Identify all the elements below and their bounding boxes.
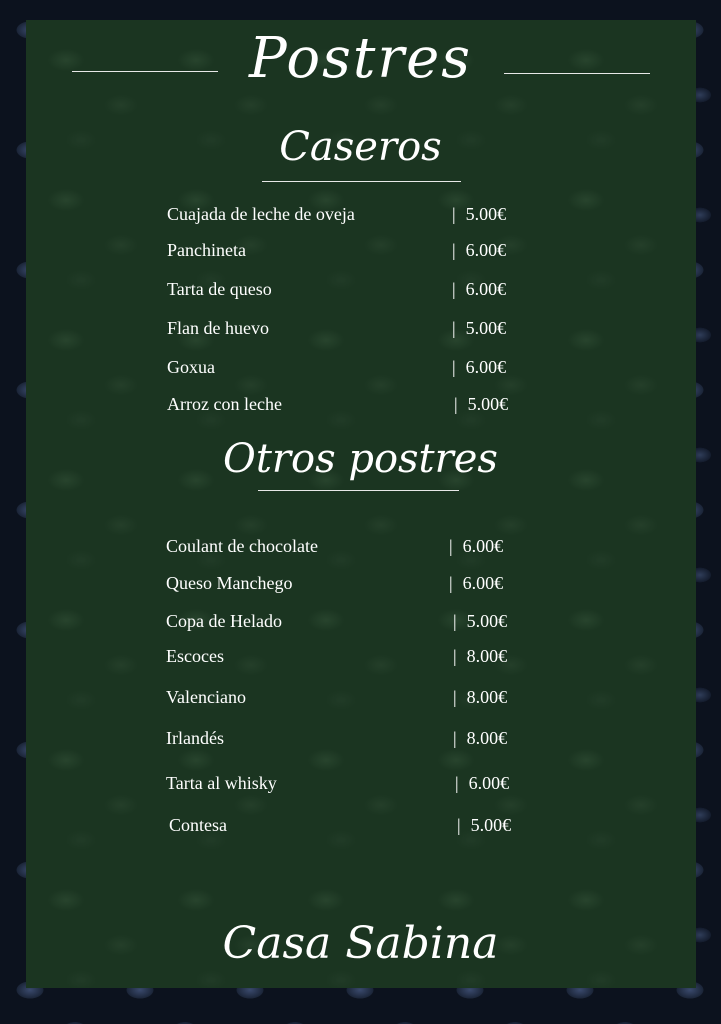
menu-item-price: | 8.00€ — [453, 728, 508, 748]
price-separator: | — [453, 611, 457, 631]
menu-item-name: Queso Manchego — [166, 573, 293, 593]
price-separator: | — [449, 536, 453, 556]
menu-item-price: | 8.00€ — [453, 687, 508, 707]
menu-item-name: Arroz con leche — [167, 394, 282, 414]
price-separator: | — [457, 815, 461, 835]
menu-item-name: Tarta al whisky — [166, 773, 277, 793]
menu-item-name: Panchineta — [167, 240, 246, 260]
section-title-otros-postres: Otros postres — [223, 436, 498, 482]
menu-item-price: | 6.00€ — [452, 279, 507, 299]
menu-title: Postres — [248, 26, 472, 91]
price-separator: | — [454, 394, 458, 414]
price-separator: | — [453, 728, 457, 748]
price-separator: | — [452, 318, 456, 338]
price-separator: | — [453, 687, 457, 707]
price-separator: | — [455, 773, 459, 793]
menu-item-name: Cuajada de leche de oveja — [167, 204, 355, 224]
price-separator: | — [452, 204, 456, 224]
menu-item-price: | 5.00€ — [457, 815, 512, 835]
menu-item-name: Tarta de queso — [167, 279, 272, 299]
menu-item-price: | 5.00€ — [452, 318, 507, 338]
title-rule-right — [504, 73, 650, 74]
price-separator: | — [452, 279, 456, 299]
menu-item-price: | 5.00€ — [453, 611, 508, 631]
menu-item-name: Escoces — [166, 646, 224, 666]
menu-item-name: Flan de huevo — [167, 318, 269, 338]
section-rule-caseros — [262, 181, 461, 182]
menu-item-name: Goxua — [167, 357, 215, 377]
menu-item-price: | 6.00€ — [455, 773, 510, 793]
section-rule-otros-postres — [258, 490, 459, 491]
menu-item-name: Copa de Helado — [166, 611, 282, 631]
menu-item-name: Valenciano — [166, 687, 246, 707]
menu-item-name: Coulant de chocolate — [166, 536, 318, 556]
section-title-caseros: Caseros — [279, 124, 442, 170]
price-separator: | — [453, 646, 457, 666]
title-rule-left — [72, 71, 218, 72]
price-separator: | — [452, 240, 456, 260]
menu-item-price: | 6.00€ — [452, 357, 507, 377]
menu-item-price: | 6.00€ — [452, 240, 507, 260]
menu-item-price: | 5.00€ — [452, 204, 507, 224]
menu-item-price: | 6.00€ — [449, 573, 504, 593]
menu-item-price: | 5.00€ — [454, 394, 509, 414]
menu-item-price: | 6.00€ — [449, 536, 504, 556]
menu-item-name: Irlandés — [166, 728, 224, 748]
restaurant-name: Casa Sabina — [222, 918, 499, 969]
menu-item-price: | 8.00€ — [453, 646, 508, 666]
menu-item-name: Contesa — [169, 815, 227, 835]
price-separator: | — [449, 573, 453, 593]
price-separator: | — [452, 357, 456, 377]
